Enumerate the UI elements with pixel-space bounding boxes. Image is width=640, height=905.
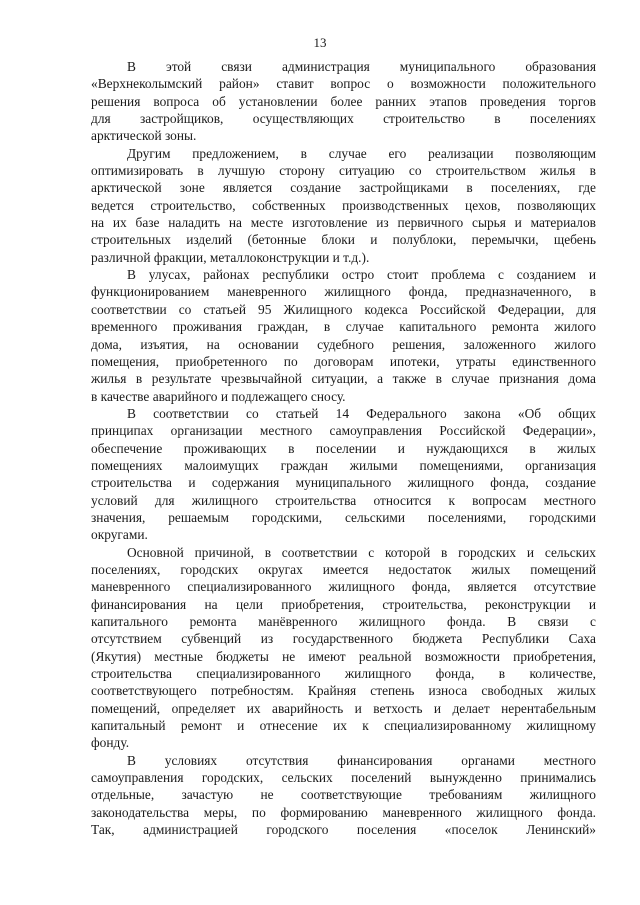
page-number: 13: [313, 35, 327, 50]
text-line: соответствующего потребностям. Крайняя степень износа свободных жилых: [91, 683, 596, 699]
text-line: отсутствием субвенций из государственного бюджета Республики Саха: [91, 631, 596, 647]
text-line: поселениях, городских округах имеется недостаток жилых помещений: [91, 561, 596, 577]
paragraph: [91, 405, 596, 544]
paragraph: [91, 752, 596, 839]
text-line: законодательства меры, по формированию маневренного жилищного фонда.: [91, 804, 596, 820]
text-line: строительства и содержания муниципального жилищного фонда, создание: [91, 475, 596, 491]
text-line: принципах организации местного самоуправления Российской Федерации»,: [91, 423, 596, 439]
text-line: помещения, приобретенного по договорам ипотеки, утраты единственного: [91, 353, 596, 369]
text-line: условий для жилищного строительства относится к вопросам местного: [91, 492, 596, 508]
text-line: фонду.: [91, 735, 130, 751]
text-line: помещениях малоимущих граждан жилыми помещениями, организация: [91, 457, 596, 473]
text-line: В улусах, районах республики остро стоит проблема с созданием и: [127, 267, 596, 283]
paragraph: [91, 266, 596, 405]
document-body: [91, 58, 596, 838]
paragraph: [91, 544, 596, 752]
text-line: финансирования на цели приобретения, строительства, реконструкции и: [91, 596, 596, 612]
text-line: капитального ремонта манёвренного жилищного фонда. В связи с: [91, 614, 596, 629]
text-line: на их базе наладить на месте изготовление из первичного сырья и материалов: [91, 215, 596, 231]
text-line: (Якутия) местные бюджеты не имеют реальной возможности приобретения,: [91, 648, 596, 664]
paragraph: [91, 58, 596, 145]
text-line: дома, изъятия, на основании судебного решения, заложенного жилого: [91, 336, 596, 352]
text-line: капитальный ремонт и отнесение их к специализированному жилищному: [91, 718, 596, 734]
text-line: значения, решаемым городскими, сельскими поселениями, городскими: [91, 509, 596, 525]
text-line: в качестве аварийного и подлежащего сносу.: [91, 388, 346, 404]
text-line: соответствии со статьей 95 Жилищного кодекса Российской Федерации, для: [91, 301, 596, 317]
text-line: округами.: [91, 527, 148, 543]
text-line: В этой связи администрация муниципального образования: [127, 59, 596, 74]
text-line: ведется строительство, собственных производственных цехов, позволяющих: [91, 197, 596, 213]
text-line: самоуправления городских, сельских поселений вынужденно принимались: [91, 770, 596, 786]
text-line: арктической зоне является создание застройщиками в поселениях, где: [91, 180, 596, 196]
text-line: Основной причиной, в соответствии с которой в городских и сельских: [127, 544, 596, 560]
text-line: жилья в результате чрезвычайной ситуации, а также в случае признания дома: [91, 371, 596, 387]
text-line: «Верхнеколымский район» ставит вопрос о возможности положительного: [91, 76, 596, 92]
text-line: отдельные, зачастую не соответствующие требованиям жилищного: [91, 787, 596, 803]
text-line: строительных изделий (бетонные блоки и полублоки, перемычки, щебень: [91, 232, 596, 248]
paragraph: [91, 145, 596, 266]
text-line: функционированием маневренного жилищного фонда, предназначенного, в: [91, 284, 596, 300]
text-line: строительства специализированного жилищного фонда, в количестве,: [91, 666, 596, 682]
text-line: В условиях отсутствия финансирования органами местного: [127, 752, 596, 768]
text-line: временного проживания граждан, в случае капитального ремонта жилого: [91, 319, 596, 335]
text-line: помещений, определяет их аварийность и ветхость и делает нерентабельным: [91, 700, 596, 716]
text-line: оптимизировать в лучшую сторону ситуацию со строительством жилья в: [91, 163, 596, 179]
text-line: решения вопроса об установлении более ранних этапов проведения торгов: [91, 93, 596, 109]
text-line: различной фракции, металлоконструкции и т.д.).: [91, 249, 370, 265]
text-line: В соответствии со статьей 14 Федерального закона «Об общих: [127, 405, 596, 421]
text-line: обеспечение проживающих в поселении и нуждающихся в жилых: [91, 440, 596, 456]
text-line: для застройщиков, осуществляющих строительство в поселениях: [91, 111, 596, 127]
text-line: Так, администрацией городского поселения «поселок Ленинский»: [91, 822, 596, 838]
text-line: Другим предложением, в случае его реализации позволяющим: [127, 145, 596, 161]
text-line: арктической зоны.: [91, 128, 197, 144]
text-line: маневренного специализированного жилищного фонда, является отсутствие: [91, 579, 596, 595]
